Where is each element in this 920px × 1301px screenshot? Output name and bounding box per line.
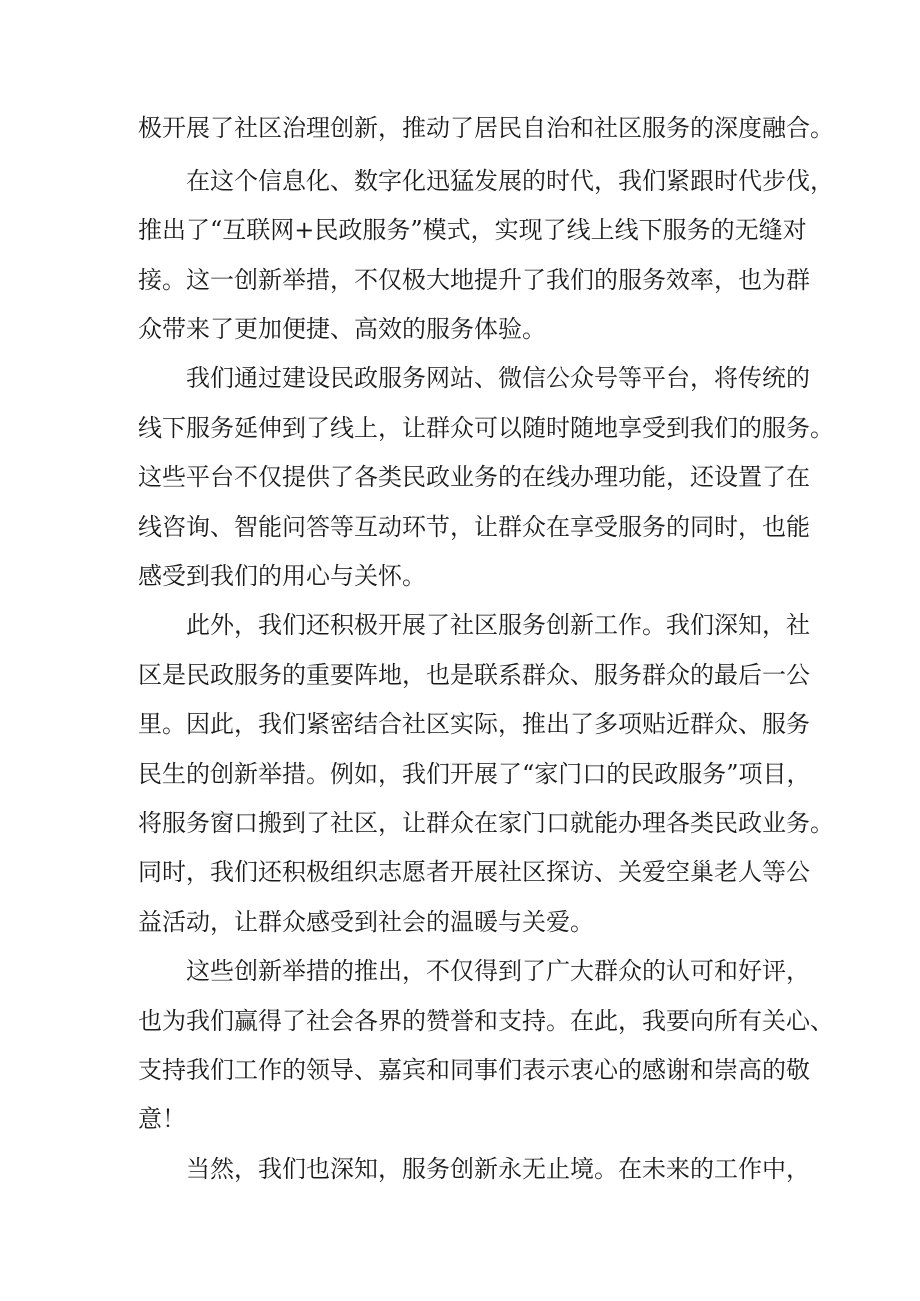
text-line: 推出了“互联网+民政服务”模式，实现了线上线下服务的无缝对 <box>138 216 807 244</box>
text-line: 意！ <box>138 1105 186 1133</box>
paragraph-first-line: 此外，我们还积极开展了社区服务创新工作。我们深知，社 <box>186 611 810 639</box>
paragraph-first-line: 我们通过建设民政服务网站、微信公众号等平台，将传统的 <box>186 364 810 392</box>
text-line: 益活动，让群众感受到社会的温暖与关爱。 <box>138 908 594 936</box>
paragraph-first-line: 在这个信息化、数字化迅猛发展的时代，我们紧跟时代步伐， <box>186 167 834 195</box>
text-line: 接。这一创新举措，不仅极大地提升了我们的服务效率，也为群 <box>138 266 810 294</box>
text-line: 线咨询、智能问答等互动环节，让群众在享受服务的同时，也能 <box>138 513 810 541</box>
text-line: 民生的创新举措。例如，我们开展了“家门口的民政服务”项目， <box>138 760 811 788</box>
text-line: 里。因此，我们紧密结合社区实际，推出了多项贴近群众、服务 <box>138 710 810 738</box>
text-line: 区是民政服务的重要阵地，也是联系群众、服务群众的最后一公 <box>138 661 810 689</box>
paragraph-first-line: 当然，我们也深知，服务创新永无止境。在未来的工作中， <box>186 1155 810 1183</box>
text-line: 众带来了更加便捷、高效的服务体验。 <box>138 315 546 343</box>
text-line: 支持我们工作的领导、嘉宾和同事们表示衷心的感谢和崇高的敬 <box>138 1056 810 1084</box>
paragraph-first-line: 这些创新举措的推出，不仅得到了广大群众的认可和好评， <box>186 957 810 985</box>
text-line: 感受到我们的用心与关怀。 <box>138 562 426 590</box>
text-line: 同时，我们还积极组织志愿者开展社区探访、关爱空巢老人等公 <box>138 858 810 886</box>
text-line: 这些平台不仅提供了各类民政业务的在线办理功能，还设置了在 <box>138 463 810 491</box>
text-line: 将服务窗口搬到了社区，让群众在家门口就能办理各类民政业务。 <box>138 809 834 837</box>
text-line: 也为我们赢得了社会各界的赞誉和支持。在此，我要向所有关心、 <box>138 1007 834 1035</box>
text-line: 线下服务延伸到了线上，让群众可以随时随地享受到我们的服务。 <box>138 414 834 442</box>
text-line: 极开展了社区治理创新，推动了居民自治和社区服务的深度融合。 <box>138 114 834 142</box>
